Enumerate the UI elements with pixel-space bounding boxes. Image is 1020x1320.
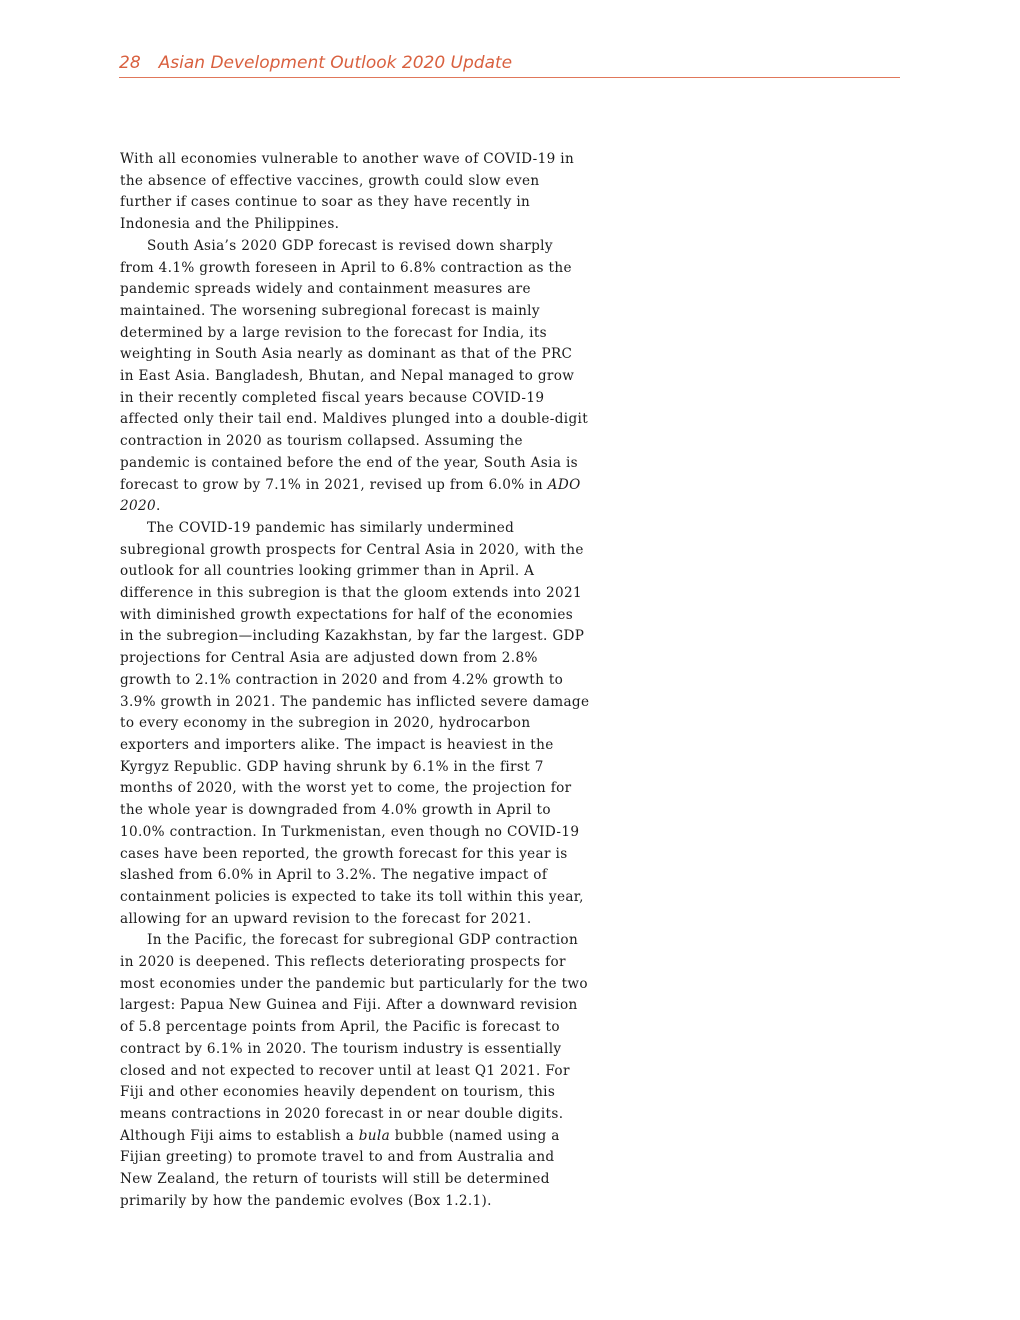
paragraph-2 [120, 236, 590, 518]
paragraph-4 [120, 930, 590, 1212]
paragraph-2-text: South Asia’s 2020 GDP forecast is revised down sharply from 4.1% growth foreseen in April to 6.8% contraction as the pandemic spreads widely and containment measures are maintained. The worsening subregional forecast is mainly determined by a large revision to the forecast for India, its weighting in South Asia nearly as dominant as that of the PRC in East Asia. Bangladesh, Bhutan, and Nepal managed to grow in their recently completed fiscal years because COVID-19 affected only their tail end. Maldives plunged into a double-digit contraction in 2020 as tourism collapsed. Assuming the pandemic is contained before the end of the year, South Asia is forecast to grow by 7.1% in 2021, revised up from 6.0% in [120, 237, 589, 493]
running-header [119, 50, 900, 78]
paragraph-3: The COVID-19 pandemic has similarly undermined subregional growth prospects for Central Asia in 2020, with the outlook for all countries looking grimmer than in April. A difference in this subregion is that the gloom extends into 2021 with diminished growth expectations for half of the economies in the subregion—including Kazakhstan, by far the largest. GDP projections for Central Asia are adjusted down from 2.8% growth to 2.1% contraction in 2020 and from 4.2% growth to 3.9% growth in 2021. The pandemic has inflicted severe damage to every economy in the subregion in 2020, hydrocarbon exporters and importers alike. The impact is heaviest in the Kyrgyz Republic. GDP having shrunk by 6.1% in the first 7 months of 2020, with the worst yet to come, the projection for the whole year is downgraded from 4.0% growth in April to 10.0% contraction. In Turkmenistan, even though no COVID-19 cases have been reported, the growth forecast for this year is slashed from 6.0% in April to 3.2%. The negative impact of containment policies is expected to take its toll within this year, allowing for an upward revision to the forecast for 2021. [120, 519, 590, 927]
paragraph-1: With all economies vulnerable to another wave of COVID-19 in the absence of effective vaccines, growth could slow even further if cases continue to soar as they have recently in Indonesia and the Philippines. [120, 151, 575, 233]
publication-reference: ADO 2020 [120, 476, 581, 515]
publication-title: Asian Development Outlook 2020 Update [158, 53, 513, 73]
body-text [120, 149, 590, 1212]
paragraph-4-text-b: bubble (named using a Fijian greeting) to promote travel to and from Australia and New Zealand, the return of tourists will still be determined primarily by how the pandemic evolves (Box 1.2.1). [120, 1127, 560, 1209]
paragraph-2-end: . [156, 498, 161, 515]
page-number: 28 [119, 53, 141, 73]
paragraph-4-text-a: In the Pacific, the forecast for subregional GDP contraction in 2020 is deepened. This reflects deteriorating prospects for most economies under the pandemic but particularly for the two largest: Papua New Guinea and Fiji. After a downward revision of 5.8 percentage points from April, the Pacific is forecast to contract by 6.1% in 2020. The tourism industry is essentially closed and not expected to recover until at least Q1 2021. For Fiji and other economies heavily dependent on tourism, this means contractions in 2020 forecast in or near double digits. Although Fiji aims to establish a [120, 932, 588, 1144]
italic-term: bula [358, 1127, 391, 1144]
